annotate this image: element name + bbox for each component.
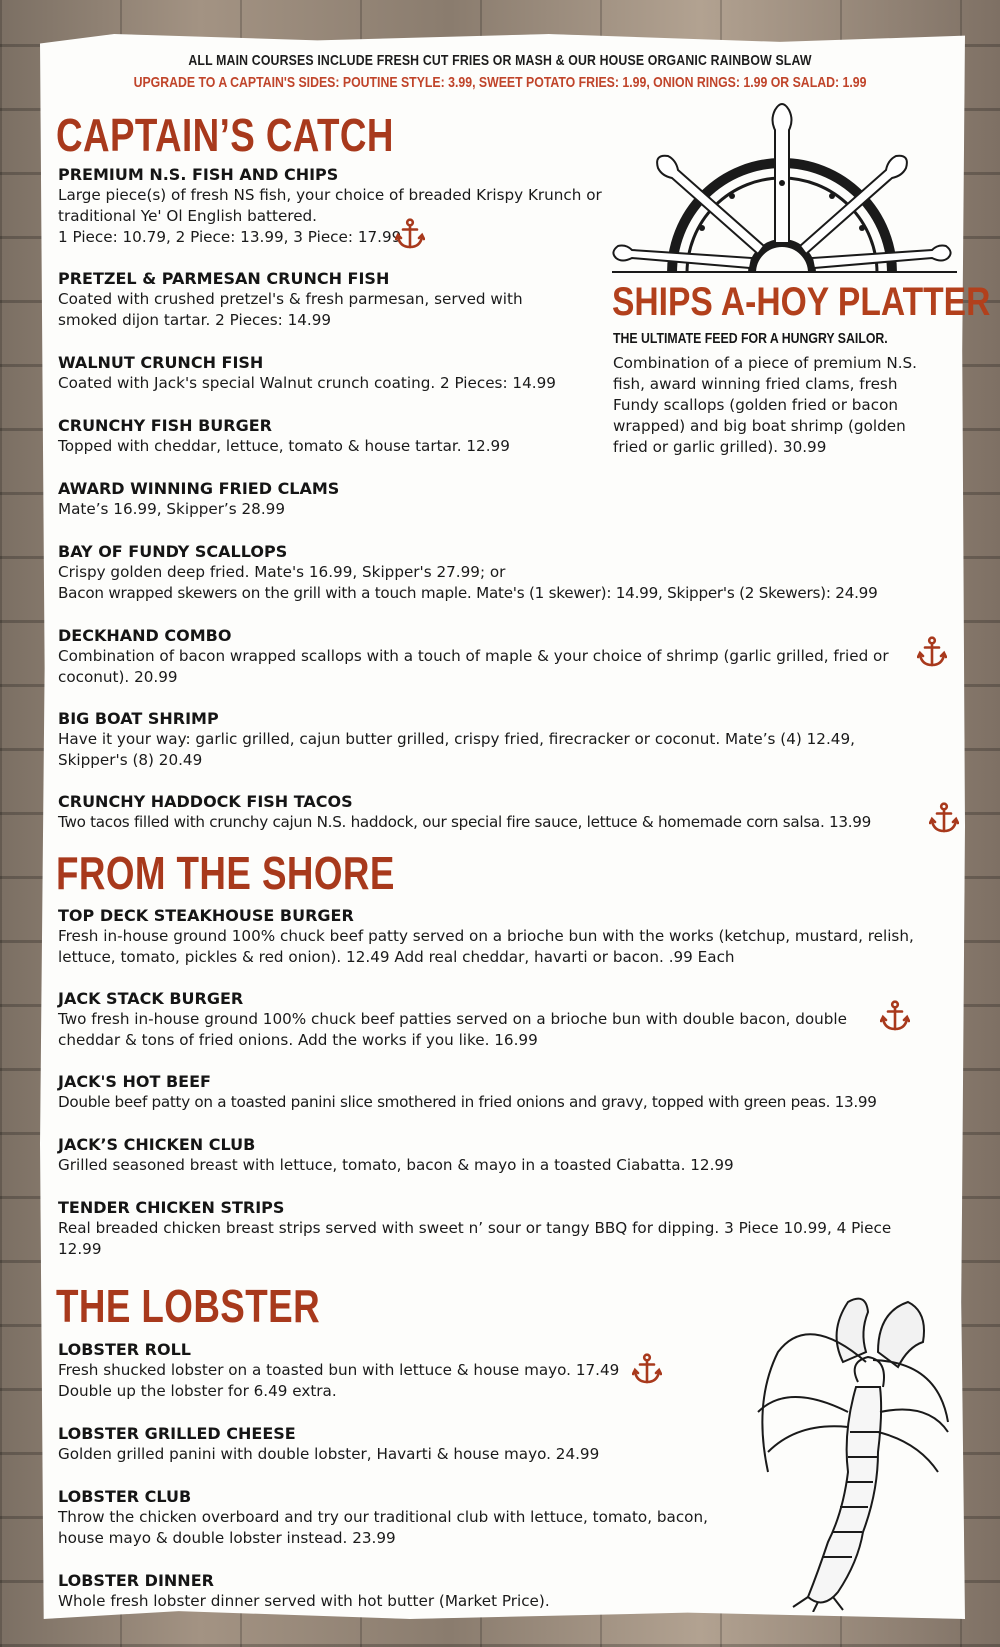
section-title-from-the-shore: FROM THE SHORE (56, 847, 395, 899)
item-description-grill: Bacon wrapped skewers on the grill with a touch maple. Mate's (1 skewer): 14.99, Skipper's (2 Skewers): 24.99 (58, 584, 878, 602)
item-name: LOBSTER DINNER (58, 1571, 214, 1590)
menu-item-crunchy-fish-burger (58, 415, 618, 457)
anchor-icon (632, 1353, 662, 1385)
item-name: PRETZEL & PARMESAN CRUNCH FISH (58, 269, 390, 288)
item-price: 1 Piece: 10.79, 2 Piece: 13.99, 3 Piece: 17.99 (58, 228, 402, 246)
item-name: WALNUT CRUNCH FISH (58, 353, 264, 372)
anchor-icon (929, 802, 959, 834)
item-name: JACK’S CHICKEN CLUB (58, 1135, 256, 1154)
menu-item-haddock-tacos (58, 791, 933, 833)
item-description: Throw the chicken overboard and try our traditional club with lettuce, tomato, bacon, house mayo & double lobster instead. 23.99 (58, 1508, 708, 1547)
item-description: Coated with crushed pretzel's & fresh parmesan, served with smoked dijon tartar. 2 Pieces: 14.99 (58, 290, 523, 329)
anchor-icon (395, 218, 425, 250)
anchor-icon (880, 1000, 910, 1032)
platter-description: Combination of a piece of premium N.S. fish, award winning fried clams, fresh Fundy scallops (golden fried or bacon wrapped) and big boat shrimp (golden fried or garlic grilled). 30.99 (613, 354, 918, 456)
menu-item-chicken-club (58, 1134, 938, 1176)
item-name: LOBSTER GRILLED CHEESE (58, 1424, 296, 1443)
menu-item-big-boat-shrimp (58, 708, 918, 771)
menu-item-lobster-club (58, 1486, 738, 1549)
item-description: Double beef patty on a toasted panini slice smothered in fried onions and gravy, topped with green peas. 13.99 (58, 1093, 877, 1111)
upgrade-sides-banner: UPGRADE TO A CAPTAIN'S SIDES: POUTINE STYLE: 3.99, SWEET POTATO FRIES: 1.99, ONION RINGS: 1.99 OR SALAD: 1.99 (133, 74, 867, 91)
item-description: Crispy golden deep fried. Mate's 16.99, Skipper's 27.99; or (58, 563, 506, 581)
item-name: JACK STACK BURGER (58, 989, 244, 1008)
item-name: TENDER CHICKEN STRIPS (58, 1198, 285, 1217)
anchor-icon (917, 636, 947, 668)
menu-item-fried-clams (58, 478, 938, 520)
item-description: Topped with cheddar, lettuce, tomato & house tartar. 12.99 (58, 437, 510, 455)
item-description: Fresh in-house ground 100% chuck beef patty served on a brioche bun with the works (ketchup, mustard, relish, lettuce, tomato, pickles & red onion). 12.49 Add real cheddar, havarti or bacon. .99 Each (58, 927, 914, 966)
menu-item-lobster-grilled-cheese (58, 1423, 698, 1465)
menu-item-walnut-crunch-fish (58, 352, 618, 394)
menu-item-fish-and-chips (58, 164, 658, 248)
item-description: Two fresh in-house ground 100% chuck beef patties served on a brioche bun with double bacon, double cheddar & tons of fried onions. Add the works if you like. 16.99 (58, 1010, 847, 1049)
item-name: LOBSTER CLUB (58, 1487, 192, 1506)
menu-item-fundy-scallops (58, 541, 938, 604)
section-title-captains-catch: CAPTAIN’S CATCH (56, 109, 394, 161)
item-description: Fresh shucked lobster on a toasted bun with lettuce & house mayo. 17.49 (58, 1361, 620, 1379)
item-name: DECKHAND COMBO (58, 626, 232, 645)
lobster-icon (748, 1292, 958, 1612)
item-name: CRUNCHY FISH BURGER (58, 416, 272, 435)
menu-item-steakhouse-burger (58, 905, 928, 968)
item-name: LOBSTER ROLL (58, 1340, 191, 1359)
item-name: AWARD WINNING FRIED CLAMS (58, 479, 340, 498)
ship-wheel-icon (612, 98, 957, 273)
item-description: Mate’s 16.99, Skipper’s 28.99 (58, 500, 285, 518)
menu-item-chicken-strips (58, 1197, 928, 1260)
item-description: Whole fresh lobster dinner served with hot butter (Market Price). (58, 1592, 550, 1610)
section-title-the-lobster: THE LOBSTER (56, 1280, 321, 1332)
item-description: Golden grilled panini with double lobster, Havarti & house mayo. 24.99 (58, 1445, 600, 1463)
item-name: BAY OF FUNDY SCALLOPS (58, 542, 288, 561)
menu-item-deckhand-combo (58, 625, 908, 688)
item-name: PREMIUM N.S. FISH AND CHIPS (58, 165, 339, 184)
item-description: Combination of bacon wrapped scallops with a touch of maple & your choice of shrimp (garlic grilled, fried or coconut). 20.99 (58, 647, 889, 686)
item-description: Coated with Jack's special Walnut crunch coating. 2 Pieces: 14.99 (58, 374, 556, 392)
item-name: JACK'S HOT BEEF (58, 1072, 211, 1091)
menu-item-jack-stack-burger (58, 988, 878, 1051)
included-sides-banner: ALL MAIN COURSES INCLUDE FRESH CUT FRIES OR MASH & OUR HOUSE ORGANIC RAINBOW SLAW (188, 52, 812, 69)
item-name: CRUNCHY HADDOCK FISH TACOS (58, 792, 353, 811)
platter-subtitle: THE ULTIMATE FEED FOR A HUNGRY SAILOR. (613, 330, 888, 347)
item-description: Have it your way: garlic grilled, cajun butter grilled, crispy fried, firecracker or coconut. Mate’s (4) 12.49, Skipper's (8) 20.49 (58, 730, 855, 769)
menu-item-lobster-dinner (58, 1570, 738, 1612)
menu-item-pretzel-parmesan-fish (58, 268, 578, 331)
menu-item-hot-beef (58, 1071, 938, 1113)
item-description: Two tacos filled with crunchy cajun N.S. haddock, our special fire sauce, lettuce & homemade corn salsa. 13.99 (58, 813, 871, 831)
item-description: Real breaded chicken breast strips served with sweet n’ sour or tangy BBQ for dipping. 3 Piece 10.99, 4 Piece 12.99 (58, 1219, 892, 1258)
platter-title: SHIPS A-HOY PLATTER (612, 280, 991, 324)
item-description: Large piece(s) of fresh NS fish, your choice of breaded Krispy Krunch or traditional Ye' Ol English battered. (58, 186, 602, 225)
item-name: BIG BOAT SHRIMP (58, 709, 219, 728)
menu-item-lobster-roll (58, 1339, 698, 1402)
item-extra: Double up the lobster for 6.49 extra. (58, 1382, 337, 1400)
item-name: TOP DECK STEAKHOUSE BURGER (58, 906, 354, 925)
item-description: Grilled seasoned breast with lettuce, tomato, bacon & mayo in a toasted Ciabatta. 12.99 (58, 1156, 734, 1174)
